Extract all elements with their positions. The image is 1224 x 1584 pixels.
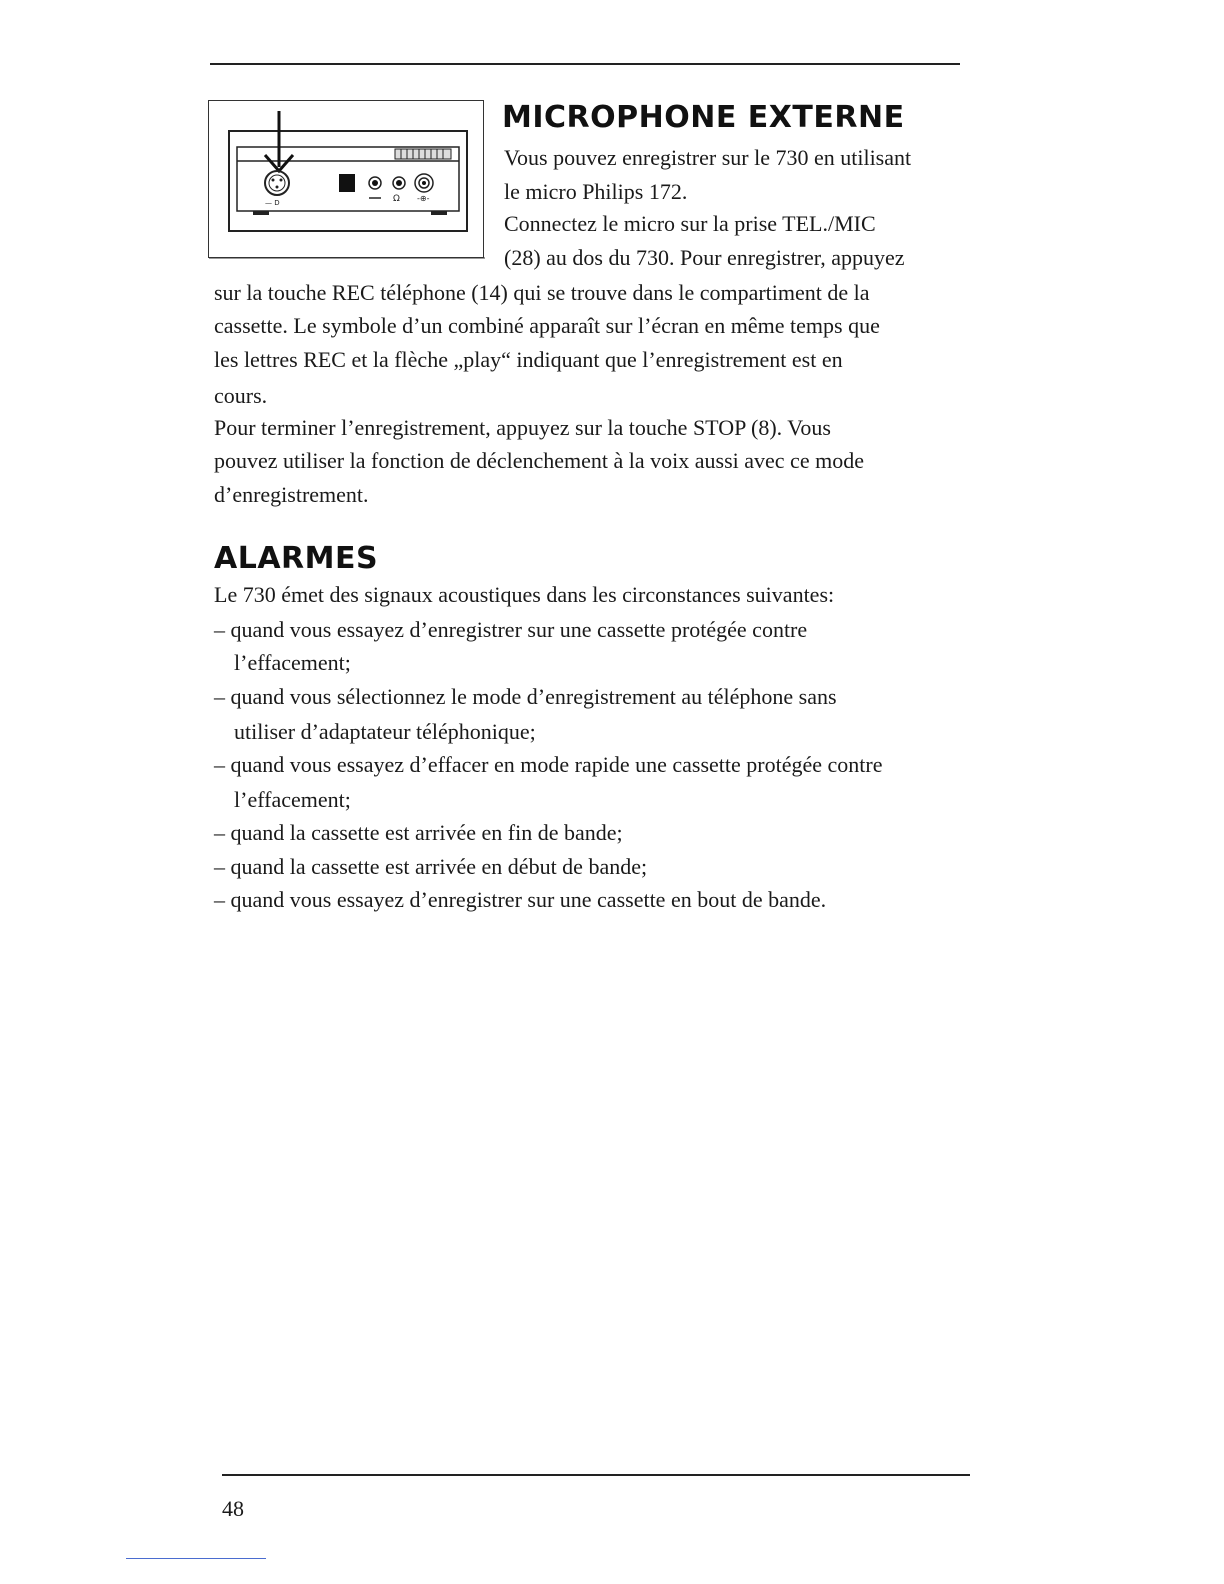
device-rear-panel-figure [208,100,484,258]
svg-text:— D: — D [265,199,280,207]
alarm-list-item-continuation: utiliser d’adaptateur téléphonique; [234,719,536,744]
mic-paragraph-line: le micro Philips 172. [504,179,688,204]
mic-paragraph-line: (28) au dos du 730. Pour enregistrer, appuyez [504,245,905,270]
svg-text:-⊕-: -⊕- [417,194,430,203]
alarm-list-item: – quand vous sélectionnez le mode d’enregistrement au téléphone sans [214,684,837,709]
mic-paragraph-line: Pour terminer l’enregistrement, appuyez sur la touche STOP (8). Vous [214,415,831,440]
mic-paragraph-line: Vous pouvez enregistrer sur le 730 en utilisant [504,145,912,170]
top-rule [210,63,960,65]
alarm-list-item: – quand vous essayez d’enregistrer sur une cassette en bout de bande. [214,887,827,912]
mic-paragraph-line: cours. [214,383,268,408]
alarm-list-item: – quand vous essayez d’enregistrer sur une cassette protégée contre [214,617,808,642]
alarm-list-item: – quand la cassette est arrivée en début de bande; [214,854,648,879]
alarm-list-item: – quand la cassette est arrivée en fin de bande; [214,820,623,845]
device-rear-panel-illustration [209,101,485,259]
scan-mark-divider [126,1558,266,1559]
mic-paragraph-line: pouvez utiliser la fonction de déclenchement à la voix aussi avec ce mode [214,448,864,473]
alarm-list-item-continuation: l’effacement; [234,787,351,812]
mic-paragraph-line: les lettres REC et la flèche „play“ indiquant que l’enregistrement est en [214,347,843,372]
alarm-intro-line: Le 730 émet des signaux acoustiques dans les circonstances suivantes: [214,582,835,607]
mic-paragraph-line: d’enregistrement. [214,482,369,507]
mic-paragraph-line: sur la touche REC téléphone (14) qui se trouve dans le compartiment de la [214,280,870,305]
mic-paragraph-line: cassette. Le symbole d’un combiné apparaît sur l’écran en même temps que [214,313,880,338]
mic-paragraph-line: Connectez le micro sur la prise TEL./MIC [504,211,876,236]
alarm-list-item: – quand vous essayez d’effacer en mode rapide une cassette protégée contre [214,752,883,777]
svg-text:Ω: Ω [393,194,400,204]
section-title-alarms: ALARMES [214,541,379,576]
page-number: 48 [222,1496,244,1521]
section-title-microphone: MICROPHONE EXTERNE [502,100,905,135]
bottom-rule [222,1474,970,1476]
alarm-list-item-continuation: l’effacement; [234,650,351,675]
